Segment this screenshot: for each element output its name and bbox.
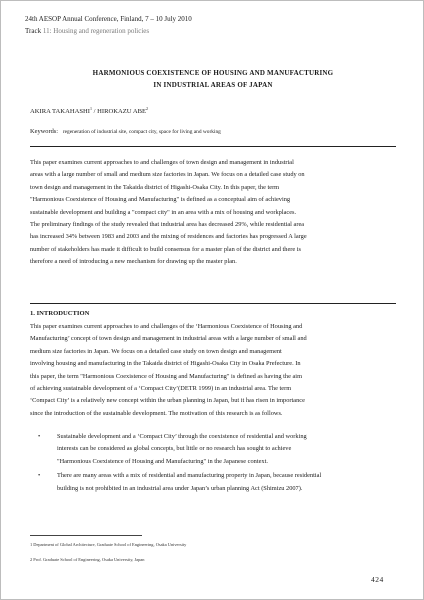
text-line: of achieving sustainable development of a ‘Compact City’(DETR 1999) in an industrial area. The term (30, 385, 292, 393)
text-line: The preliminary findings of the study revealed that industrial area has decreased 29%, while residential area (30, 221, 305, 229)
introduction-body (30, 321, 400, 420)
bullet-marker: • (38, 433, 41, 440)
title-line: IN INDUSTRIAL AREAS OF JAPAN (153, 81, 273, 89)
footnote: 2 Prof. Graduate School of Engineering, Osaka University, Japan (30, 557, 145, 562)
text-line: since the introduction of the sustainable development. The motivation of this research is as follows. (30, 409, 283, 417)
divider (30, 146, 396, 147)
author-name: HIROKAZU ABE (97, 108, 147, 116)
text-line: ‘Compact City’ is a relatively new concept within the urban planning in Japan, but it has risen in importance (30, 397, 305, 405)
text-line: This paper examines current approaches to and challenges of the ‘Harmonious Coexistence of Housing and (30, 323, 303, 330)
text-line: has increased 34% between 1983 and 2003 and the mixing of residences and factories has progressed A large (30, 233, 307, 241)
text-line: "Harmonious Coexistence of Housing and Manufacturing" is defined as a conceptual aim of achieving (30, 196, 291, 204)
footnote: 1 Department of Global Architecture, Graduate School of Engineering, Osaka University (30, 542, 187, 547)
conference-header: 24th AESOP Annual Conference, Finland, 7 – 10 July 2010 (25, 15, 192, 23)
author-line (30, 104, 148, 116)
track-label: Track (25, 27, 43, 35)
bullet-item (30, 431, 400, 468)
keywords-values: regeneration of industrial site, compact city, space for living and working (62, 129, 221, 135)
text-line: This paper examines current approaches to and challenges of town design and management in industrial (30, 159, 294, 166)
footnote-divider (30, 535, 142, 536)
bullet-marker: • (38, 472, 41, 480)
bullet-item (30, 470, 400, 495)
text-line: number of stakeholders has made it difficult to build consensus for a master plan of the district and there is (30, 245, 302, 253)
author-name: AKIRA TAKAHASHI (30, 108, 90, 116)
text-line: Manufacturing’ concept of town design and management in industrial areas with a large number of small and (30, 335, 307, 343)
text-line: There are many areas with a mix of residential and manufacturing property in Japan, because residential (57, 472, 322, 480)
keywords (30, 127, 221, 137)
author-separator: / (91, 108, 98, 116)
text-line: involving housing and manufacturing in the Takaida district of Higashi-Osaka City in Osaka Prefecture. In (30, 360, 301, 368)
keywords-label: Keywords: (30, 128, 59, 135)
text-line: areas with a large number of small and medium size factories in Japan. We focus on a detailed case study on (30, 171, 305, 179)
text-line: medium size factories in Japan. We focus on a detailed case study on town design and management (30, 347, 282, 355)
title-line: HARMONIOUS COEXISTENCE OF HOUSING AND MANUFACTURING (92, 69, 334, 77)
bullet-list (30, 431, 400, 497)
text-line: Sustainable development and a ‘Compact City’ through the coexistence of residential and working (57, 433, 307, 440)
text-line: interests can be considered as global concepts, but little or no research has sought to achieve (57, 445, 292, 453)
section-heading: 1. INTRODUCTION (30, 310, 90, 317)
footnote-mark: 2 (146, 106, 149, 111)
footnote-mark: 1 (89, 106, 92, 111)
text-line: building is not prohibited in an industrial area under Japan’s urban planning Act (Shimizu 2007). (57, 484, 303, 492)
abstract (30, 157, 400, 269)
text-line: sustainable development and building a "compact city" in an area with a mix of housing and workplaces. (30, 208, 297, 216)
paper-title (21, 67, 405, 91)
track-header (25, 27, 149, 36)
track-detail: 11: Housing and regeneration policies (42, 27, 150, 35)
text-line: therefore a need of introducing a new mechanism for drawing up the master plan. (30, 258, 237, 266)
text-line: town design and management in the Takaida district of Higashi-Osaka City. In this paper, the term (30, 183, 280, 191)
text-line: "Harmonious Coexistence of Housing and Manufacturing" in the Japanese context. (57, 457, 268, 465)
divider (30, 303, 396, 304)
text-line: this paper, the term "Harmonious Coexistence of Housing and Manufacturing" is defined as having the aim (30, 372, 303, 380)
page-number: 424 (371, 575, 384, 584)
